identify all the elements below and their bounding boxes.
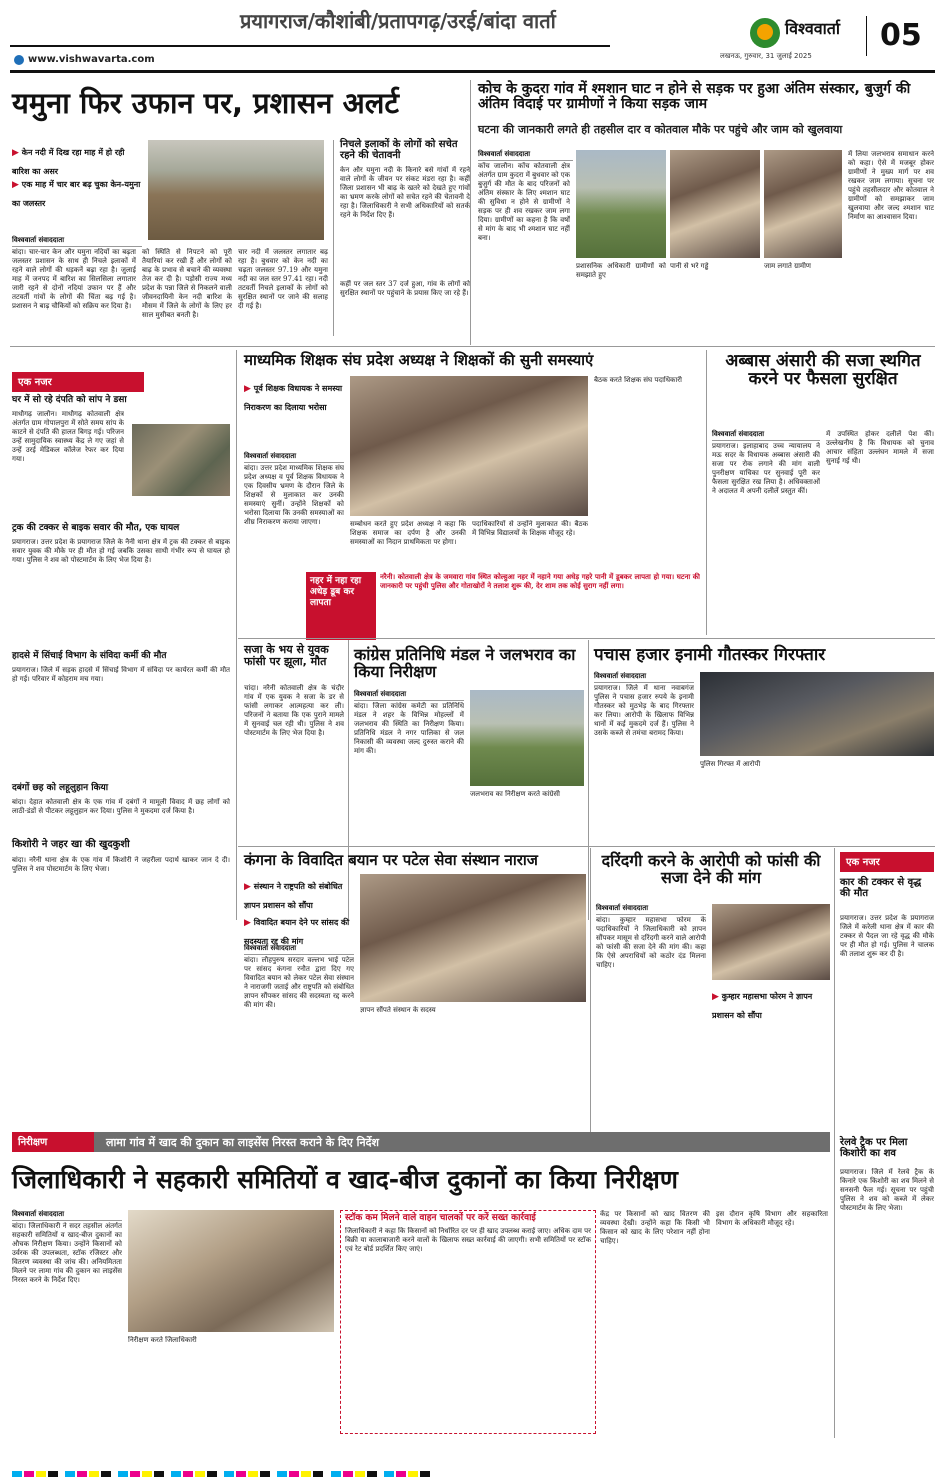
teachers-headline: माध्यमिक शिक्षक संघ प्रदेश अध्यक्ष ने शिक्षकों की सुनी समस्याएं xyxy=(244,351,594,369)
alert-box xyxy=(333,140,470,336)
cremation-photo-1 xyxy=(576,150,666,258)
cattle-byline: विश्ववार्ता संवाददाता xyxy=(594,672,694,683)
fertilizer-boxed-body: जिलाधिकारी ने कहा कि किसानों को निर्धारित दर पर ही खाद उपलब्ध कराई जाए। अधिक दाम पर बिक्री या कालाबाजारी करने वालों के खिलाफ सख्त कार्रवाई की जाएगी। सभी समितियों पर स्टॉक एवं रेट बोर्ड प्रदर्शित किए जाएं। xyxy=(345,1226,591,1253)
nazar2-label: एक नजर xyxy=(840,852,934,872)
kangana-photo-caption: ज्ञापन सौंपते संस्थान के सदस्य xyxy=(360,1006,436,1014)
nazar2-headline-2: रेलवे ट्रैक पर मिला किशोरी का शव xyxy=(840,1137,908,1159)
nazar1-label: एक नजर xyxy=(12,372,144,392)
abbas-byline: विश्ववार्ता संवाददाता xyxy=(712,430,820,441)
cremation-caption-3: जाम लगाते ग्रामीण xyxy=(764,262,811,270)
masthead xyxy=(0,0,945,72)
kangana-byline: विश्ववार्ता संवाददाता xyxy=(244,944,354,955)
teachers-body-3: पदाधिकारियों से उन्होंने मुलाकात की। बैठक में विभिन्न विद्यालयों के शिक्षक मौजूद रहे। xyxy=(472,520,588,537)
kangana-headline: कंगना के विवादित बयान पर पटेल सेवा संस्थान नाराज xyxy=(244,851,538,869)
nazar1-headline: घर में सो रहे दंपति को सांप ने डसा xyxy=(12,395,127,405)
nazar1-headline-2: ट्रक की टक्कर से बाइक सवार की मौत, एक घायल xyxy=(12,523,180,533)
yamuna-bullet-2: ▶ एक माह में चार बार बढ़ चुका केन-यमुना का जलस्तर xyxy=(12,180,141,208)
bullet-arrow-icon: ▶ xyxy=(12,148,22,158)
bullet-arrow-icon: ▶ xyxy=(244,882,254,892)
cremation-body-2: में लिया जलभराव समाधान करने को कहा। ऐसे में मजबूर होकर ग्रामीणों ने मुख्य मार्ग पर शव रखकर जाम लगाया। सूचना पर पहुंचे तहसीलदार और कोतवाल ने ग्रामीणों को समझाकर जाम खुलवाया और जल्द श्मशान घाट निर्माण का आश्वासन दिया। xyxy=(848,150,934,221)
yamuna-headline: यमुना फिर उफान पर, प्रशासन अलर्ट xyxy=(12,86,400,120)
yamuna-body-1: बांदा। चार-चार केन और यमुना नदियों का बढ़ता जलस्तर प्रशासन के साथ ही निचले इलाकों में रहने वाले लोगों की धड़कनें बढ़ा रहा है। जुलाई माह में जनपद में बारिश का सिलसिला लगातार जारी रहने से दोनों नदियां उफान पर हैं और तटवर्ती गांवों के लोगों की चिंता बढ़ गई है। प्रशासन ने बाढ़ चौकियों को सक्रिय कर दिया है। xyxy=(12,248,136,310)
yamuna-body-2: को स्थिति से निपटने को पूरी तैयारियां कर रखी हैं और लोगों को बाढ़ के प्रभाव से बचाने की व्यवस्था तेज कर दी है। पड़ोसी राज्य मध्य प्रदेश के पन्ना जिले से निकलने वाली जीवनदायिनी केन नदी बारिश के मौसम में जिले के लोगों के लिए हर साल मुसीबत बनती है। xyxy=(142,248,232,319)
nazar2-body-2: प्रयागराज। जिले में रेलवे ट्रैक के किनारे एक किशोरी का शव मिलने से सनसनी फैल गई। सूचना पर पहुंची पुलिस ने शव को कब्जे में लेकर पोस्टमार्टम के लिए भेजा। xyxy=(840,1168,934,1212)
alert-body-2: कहीं पर जल स्तर 37 दर्ज हुआ, गांव के लोगों को सुरक्षित स्थानों पर पहुंचाने के प्रयास किए जा रहे हैं। xyxy=(340,279,470,297)
fertilizer-body-3: इस दौरान कृषि विभाग और सहकारिता विभाग के अधिकारी मौजूद रहे। xyxy=(716,1210,828,1227)
alert-headline: निचले इलाकों के लोगों को सचेत रहने की चेतावनी xyxy=(340,139,458,161)
bullet-arrow-icon: ▶ xyxy=(244,384,254,394)
edition-title: प्रयागराज/कौशांबी/प्रतापगढ़/उरई/बांदा वार्ता xyxy=(240,9,556,33)
nazar1-photo xyxy=(132,424,230,496)
fertilizer-boxed xyxy=(340,1210,596,1434)
cremation-photo-2 xyxy=(670,150,760,258)
nazar1-headline-5: किशोरी ने जहर खा की खुदकुशी xyxy=(12,839,130,850)
nazar1-column xyxy=(12,396,230,916)
cattle-photo-caption: पुलिस गिरफ्त में आरोपी xyxy=(700,760,761,768)
congress-photo xyxy=(470,690,584,786)
cattle-photo xyxy=(700,672,934,756)
fertilizer-body-2: केंद्र पर किसानों को खाद वितरण की व्यवस्था देखी। उन्होंने कहा कि किसी भी किसान को खाद के लिए परेशान नहीं होना चाहिए। xyxy=(600,1210,710,1245)
globe-icon xyxy=(14,55,24,65)
kangana-bullet-1: ▶ संस्थान ने राष्ट्रपति को संबोधित ज्ञापन प्रशासन को सौंपा xyxy=(244,882,343,910)
youth-body: चांदा। नरैनी कोतवाली क्षेत्र के चंदौर गांव में एक युवक ने सजा के डर से फांसी लगाकर आत्महत्या कर ली। परिजनों ने बताया कि एक पुराने मामले में सुनवाई चल रही थी। पुलिस ने शव पोस्टमार्टम के लिए भेज दिया है। xyxy=(244,684,344,737)
nazar1-headline-4: दबंगों छह को लहूलुहान किया xyxy=(12,783,109,793)
nazar1-body: माधौगढ़ जालौन। माधौगढ़ कोतवाली क्षेत्र अंतर्गत ग्राम गोपालपुरा में सोते समय सांप के काटने से दंपति की हालत बिगड़ गई। परिजन उन्हें सामुदायिक स्वास्थ्य केंद्र ले गए जहां से उन्हें उरई मेडिकल कॉलेज रेफर कर दिया गया। xyxy=(12,410,124,463)
abbas-body: प्रयागराज। इलाहाबाद उच्च न्यायालय ने मऊ सदर के विधायक अब्बास अंसारी की सजा पर रोक लगाने की मांग वाली पुनरीक्षण याचिका पर सुनवाई पूरी कर फैसला सुरक्षित रख लिया है। अधिवक्ताओं ने अदालत में अपनी दलीलें प्रस्तुत कीं। xyxy=(712,442,820,495)
fertilizer-kicker-bar xyxy=(12,1132,830,1152)
dateline: लखनऊ, गुरुवार, 31 जुलाई 2025 xyxy=(720,52,812,60)
nazar1-body-4: बांदा। देहात कोतवाली क्षेत्र के एक गांव में दबंगों ने मामूली विवाद में छह लोगों को लाठी-डंडों से पीटकर लहूलुहान कर दिया। पुलिस ने मुकदमा दर्ज किया है। xyxy=(12,798,230,815)
youth-headline: सजा के भय से युवक फांसी पर झूला, मौत xyxy=(244,643,329,668)
fertilizer-label: निरीक्षण xyxy=(12,1132,94,1152)
masthead-rule xyxy=(10,70,935,73)
cremation-caption-2: पानी से भरे गड्ढे xyxy=(670,262,709,270)
rape-byline: विश्ववार्ता संवाददाता xyxy=(596,904,706,915)
kangana-photo xyxy=(360,874,586,1002)
rape-headline: दरिंदगी करने के आरोपी को फांसी की सजा देने की मांग xyxy=(601,851,821,888)
congress-headline: कांग्रेस प्रतिनिधि मंडल ने जलभराव का किया निरीक्षण xyxy=(354,645,576,682)
page-number-box xyxy=(866,16,867,56)
nazar2-body: प्रयागराज। उत्तर प्रदेश के प्रयागराज जिले में करेली थाना क्षेत्र में कार की टक्कर से पैदल जा रहे वृद्ध की मौके पर ही मौत हो गई। पुलिस ने चालक की तलाश शुरू कर दी है। xyxy=(840,914,934,958)
cremation-caption-1: प्रशासनिक अधिकारी ग्रामीणों को समझाते हुए xyxy=(576,262,666,279)
teachers-photo-caption: बैठक करते शिक्षक संघ पदाधिकारी xyxy=(594,376,682,384)
rape-photo xyxy=(712,904,830,980)
brand-name: विश्ववार्ता xyxy=(785,19,841,38)
teachers-photo xyxy=(350,376,588,516)
logo-mark-icon xyxy=(757,24,773,40)
congress-photo-caption: जलभराव का निरीक्षण करते कांग्रेसी xyxy=(470,790,560,798)
fertilizer-byline: विश्ववार्ता संवाददाता xyxy=(12,1210,122,1221)
cremation-subhead: घटना की जानकारी लगते ही तहसील दार व कोतवाल मौके पर पहुंचे और जाम को खुलवाया xyxy=(478,123,843,136)
yamuna-photo xyxy=(148,140,324,240)
drown-body: नरैनी। कोतवाली क्षेत्र के जमवारा गांव स्थित कोल्हुआ नहर में नहाने गया अधेड़ गहरे पानी में डूबकर लापता हो गया। घटना की जानकारी पर पहुंची पुलिस और गोताखोरों ने तलाश शुरू की, देर शाम तक कोई सुराग नहीं लगा। xyxy=(380,572,700,590)
cremation-headline: कोच के कुदरा गांव में श्मशान घाट न होने से सड़क पर हुआ अंतिम संस्कार, बुजुर्ग की अंतिम विदाई पर ग्रामीणों ने किया सड़क जाम xyxy=(478,81,911,113)
nazar1-headline-3: हादसे में सिंचाई विभाग के संविदा कर्मी की मौत xyxy=(12,651,167,661)
bullet-arrow-icon: ▶ xyxy=(712,992,722,1002)
nazar1-body-3: प्रयागराज। जिले में सड़क हादसे में सिंचाई विभाग में संविदा पर कार्यरत कर्मी की मौत हो गई। परिवार में कोहराम मच गया। xyxy=(12,666,230,683)
yamuna-body-3: चार नदी में जलस्तर लगातार बढ़ रहा है। बुधवार को केन नदी का चढ़ता जलस्तर 97.19 और यमुना नदी का जल स्तर 97.41 रहा। नदी तटवर्ती निचले इलाकों के लोगों को सुरक्षित स्थानों पर जाने की सलाह दी गई है। xyxy=(238,248,328,310)
teachers-byline: विश्ववार्ता संवाददाता xyxy=(244,452,344,463)
fertilizer-photo xyxy=(128,1210,334,1332)
nazar1-body-2: प्रयागराज। उत्तर प्रदेश के प्रयागराज जिले के नैनी थाना क्षेत्र में ट्रक की टक्कर से बाइक सवार युवक की मौके पर ही मौत हो गई जबकि उसका साथी गंभीर रूप से घायल हो गया। पुलिस ने शव को पोस्टमार्टम के लिए भेज दिया है। xyxy=(12,538,230,564)
bullet-arrow-icon: ▶ xyxy=(244,918,254,928)
fertilizer-photo-caption: निरीक्षण करते जिलाधिकारी xyxy=(128,1336,197,1344)
alert-body: केन और यमुना नदी के किनारे बसे गांवों में रहने वाले लोगों के जीवन पर संकट मंडरा रहा है। कहीं जिला प्रशासन भी बाढ़ के खतरे को देखते हुए गांवों का भ्रमण करके लोगों को सचेत रहने की चेतावनी दे रहा है। जिलाधिकारी ने सभी अधिकारियों को सतर्क रहने के निर्देश दिए हैं। xyxy=(340,165,470,219)
yamuna-bullet-1: ▶ केन नदी में दिख रहा माह में हो रही बारिश का असर xyxy=(12,148,125,176)
cattle-headline: पचास हजार इनामी गौतस्कर गिरफ्तार xyxy=(594,645,826,665)
kangana-body: बांदा। लौहपुरुष सरदार वल्लभ भाई पटेल पर सांसद कंगना रनौत द्वारा दिए गए विवादित बयान को लेकर पटेल सेवा संस्थान ने नाराजगी जताई और राष्ट्रपति को संबोधित ज्ञापन सौंपकर सांसद की सदस्यता रद्द करने की मांग की। xyxy=(244,956,354,1009)
cremation-byline: विश्ववार्ता संवाददाता xyxy=(478,150,573,161)
fertilizer-headline: जिलाधिकारी ने सहकारी समितियों व खाद-बीज दुकानों का किया निरीक्षण xyxy=(12,1165,678,1194)
rape-body: बांदा। कुम्हार महासभा फोरम के पदाधिकारियों ने जिलाधिकारी को ज्ञापन सौंपकर मासूम से दरिंदगी करने वाले आरोपी को फांसी की सजा देने की मांग की। कहा कि ऐसे अपराधियों को कठोर दंड मिलना चाहिए। xyxy=(596,916,706,969)
cremation-photo-3 xyxy=(764,150,842,258)
website[interactable]: www.vishwavarta.com xyxy=(28,54,155,65)
drown-label: नहर में नहा रहा अधेड़ डूब कर लापता xyxy=(306,572,376,640)
cremation-body-1: कोंच जालौन। कोंच कोतवाली क्षेत्र अंतर्गत ग्राम कुदरा में बुधवार को एक बुजुर्ग की मौत के बाद परिजनों को अंतिम संस्कार के लिए श्मशान घाट की सुविधा न होने से ग्रामीणों ने सड़क पर ही शव रखकर जाम लगा दिया। ग्रामीणों का कहना है कि वर्षों से मांग के बाद भी श्मशान घाट नहीं बना। xyxy=(478,162,570,242)
brand-logo xyxy=(750,18,780,48)
abbas-headline: अब्बास अंसारी की सजा स्थगित करने पर फैसला सुरक्षित xyxy=(725,351,921,390)
teachers-body-2: सम्बोधन करते हुए प्रदेश अध्यक्ष ने कहा कि शिक्षक समाज का दर्पण है और उनकी समस्याओं का निदान प्राथमिकता पर होगा। xyxy=(350,520,466,546)
fertilizer-boxed-title: स्टॉक कम मिलने वाले वाहन चालकों पर करें सख्त कार्रवाई xyxy=(345,1213,536,1223)
congress-byline: विश्ववार्ता संवाददाता xyxy=(354,690,464,701)
page-number: 05 xyxy=(880,18,922,53)
fertilizer-kicker: लामा गांव में खाद की दुकान का लाइसेंस निरस्त कराने के दिए निर्देश xyxy=(106,1136,379,1149)
kangana-bullet-2: ▶ विवादित बयान देने पर सांसद की सदस्यता रद्द की मांग xyxy=(244,918,350,946)
fertilizer-body: बांदा। जिलाधिकारी ने सदर तहसील अंतर्गत सहकारी समितियों व खाद-बीज दुकानों का औचक निरीक्षण किया। उन्होंने किसानों को उर्वरक की उपलब्धता, स्टॉक रजिस्टर और वितरण व्यवस्था की जांच की। अनियमितता मिलने पर लामा गांव की दुकान का लाइसेंस निरस्त करने के निर्देश दिए। xyxy=(12,1222,122,1284)
yamuna-byline: विश्ववार्ता संवाददाता xyxy=(12,236,142,247)
teachers-body: बांदा। उत्तर प्रदेश माध्यमिक शिक्षक संघ प्रदेश अध्यक्ष व पूर्व शिक्षक विधायक ने एक दिवसीय भ्रमण के दौरान जिले के शिक्षकों से मुलाकात कर उनकी समस्याएं सुनीं। उन्होंने शिक्षकों को भरोसा दिलाया कि उनकी समस्याओं का शीघ्र निराकरण कराया जाएगा। xyxy=(244,464,344,526)
rape-bullet: ▶ कुम्हार महासभा फोरम ने ज्ञापन प्रशासन को सौंपा xyxy=(712,992,813,1020)
edition-title-bar xyxy=(10,5,610,47)
cattle-body: प्रयागराज। जिले में थाना नवाबगंज पुलिस ने पचास हजार रुपये के इनामी गौतस्कर को मुठभेड़ के बाद गिरफ्तार कर लिया। आरोपी के खिलाफ विभिन्न थानों में कई मुकदमे दर्ज हैं। पुलिस ने उसके कब्जे से तमंचा बरामद किया। xyxy=(594,684,694,737)
nazar2-headline: कार की टक्कर से वृद्ध की मौत xyxy=(840,877,922,899)
teachers-sidebar: ▶ पूर्व शिक्षक विधायक ने समस्या निराकरण का दिलाया भरोसा xyxy=(244,384,343,412)
nazar1-body-5: बांदा। नरैनी थाना क्षेत्र के एक गांव में किशोरी ने जहरीला पदार्थ खाकर जान दे दी। पुलिस ने शव पोस्टमार्टम के लिए भेजा। xyxy=(12,856,230,873)
congress-body: बांदा। जिला कांग्रेस कमेटी का प्रतिनिधि मंडल ने शहर के विभिन्न मोहल्लों में जलभराव की स्थिति का निरीक्षण किया। प्रतिनिधि मंडल ने नगर पालिका से जल निकासी की व्यवस्था जल्द दुरुस्त कराने की मांग की। xyxy=(354,702,464,755)
bullet-arrow-icon: ▶ xyxy=(12,180,22,190)
abbas-body-2: में उपस्थित होकर दलीलें पेश कीं। उल्लेखनीय है कि विधायक को चुनाव आचार संहिता उल्लंघन मामले में सजा सुनाई गई थी। xyxy=(826,430,934,465)
color-registration-bar xyxy=(12,1462,932,1470)
